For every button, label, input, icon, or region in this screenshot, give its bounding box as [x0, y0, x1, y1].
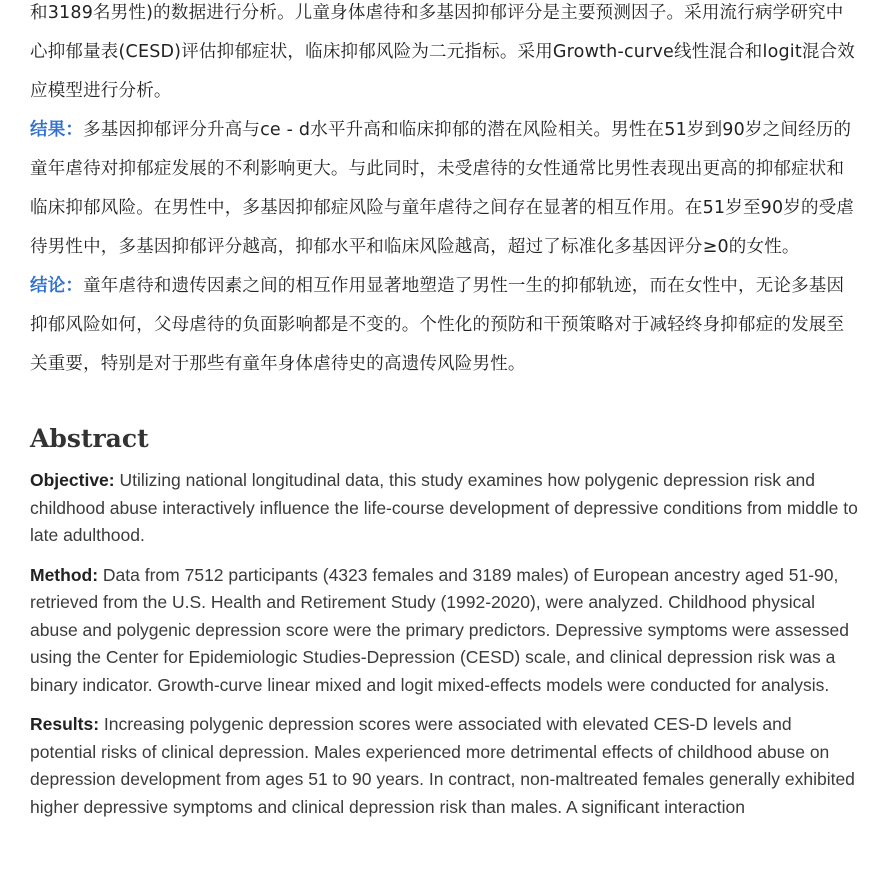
objective-text: Utilizing national longitudinal data, this study examines how polygenic depression risk and childhood abuse interactively influence the life-course development of depressive conditions from middle to late adulthood. [30, 470, 858, 545]
article-content [30, 0, 858, 833]
abstract-heading: Abstract [30, 424, 149, 453]
cn-results-label: 结果： [30, 120, 84, 140]
method-paragraph [30, 562, 858, 700]
method-label: Method: [30, 564, 99, 585]
objective-paragraph [30, 467, 858, 550]
cn-results-paragraph [30, 111, 858, 267]
results-label: Results: [30, 714, 100, 734]
cn-conclusion-text: 童年虐待和遗传因素之间的相互作用显著地塑造了男性一生的抑郁轨迹，而在女性中，无论多基因抑郁风险如何，父母虐待的负面影响都是不变的。个性化的预防和干预策略对于减轻终身抑郁症的发展至关重要，特别是对于那些有童年身体虐待史的高遗传风险男性。 [30, 276, 845, 374]
cn-method-paragraph [30, 0, 858, 111]
cn-conclusion-paragraph [30, 267, 858, 384]
method-text: Data from 7512 participants (4323 females and 3189 males) of European ancestry aged 51-90, retrieved from the U.S. Health and Retirement Study (1992-2020), were analyzed. Childhood physical abuse and polygenic depression score were the primary predictors. Depressive symptoms were assessed using the Center for Epidemiologic Studies-Depression (CESD) scale, and clinical depression risk was a binary indicator. Growth-curve linear mixed and logit mixed-effects models were conducted for analysis. [30, 564, 849, 695]
results-paragraph [30, 711, 858, 821]
cn-conclusion-label: 结论： [30, 276, 84, 296]
cn-results-text: 多基因抑郁评分升高与ce - d水平升高和临床抑郁的潜在风险相关。男性在51岁到90岁之间经历的童年虐待对抑郁症发展的不利影响更大。与此同时，未受虐待的女性通常比男性表现出更高的抑郁症状和临床抑郁风险。在男性中，多基因抑郁症风险与童年虐待之间存在显著的相互作用。在51岁至90岁的受虐待男性中，多基因抑郁评分越高，抑郁水平和临床风险越高，超过了标准化多基因评分≥0的女性。 [30, 120, 855, 257]
cn-method-text: 和3189名男性)的数据进行分析。儿童身体虐待和多基因抑郁评分是主要预测因子。采用流行病学研究中心抑郁量表(CESD)评估抑郁症状，临床抑郁风险为二元指标。采用Growth-curve线性混合和logit混合效应模型进行分析。 [30, 3, 856, 101]
objective-label: Objective: [30, 470, 115, 490]
results-text: Increasing polygenic depression scores were associated with elevated CES-D levels and potential risks of clinical depression. Males experienced more detrimental effects of childhood abuse on depression development from ages 51 to 90 years. In contract, non-maltreated females generally exhibited higher depressive symptoms and clinical depression risk than males. A significant interaction [30, 714, 855, 817]
